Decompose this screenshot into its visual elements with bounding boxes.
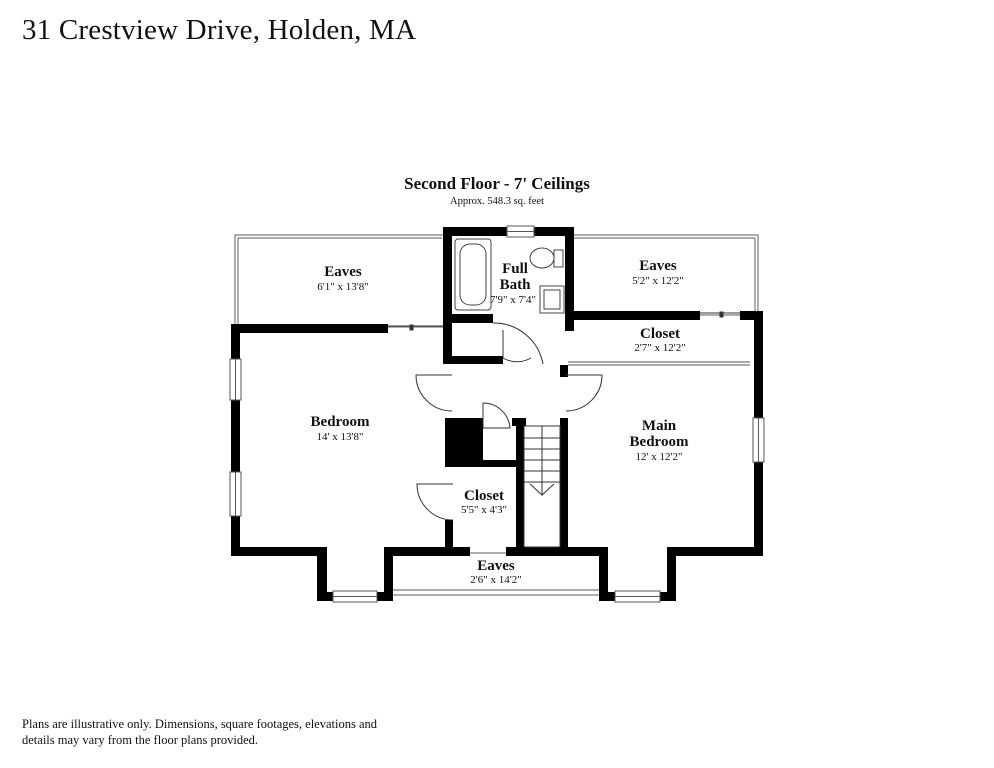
chimney (445, 418, 483, 464)
room-name-closet-right: Closet (640, 326, 680, 342)
room-name-bedroom: Bedroom (310, 414, 370, 430)
room-name-eaves-bottom: Eaves (477, 558, 515, 574)
disclaimer: Plans are illustrative only. Dimensions, square footages, elevations and details may vary from the floor plans provided. (22, 717, 378, 747)
toilet (530, 248, 554, 268)
room-name-full-bath-line1: Full (502, 261, 528, 277)
door-swing (566, 375, 602, 411)
floor-area: Approx. 548.3 sq. feet (450, 196, 544, 207)
room-dim-full-bath: 7'9" x 7'4" (490, 294, 536, 306)
wall (317, 592, 333, 601)
door-swing (416, 375, 452, 411)
room-dim-eaves-bottom: 2'6" x 14'2" (470, 574, 522, 586)
wall (599, 592, 615, 601)
room-name-eaves-left: Eaves (324, 264, 362, 280)
page-title: 31 Crestview Drive, Holden, MA (22, 14, 417, 46)
wall (516, 418, 524, 556)
wall (231, 400, 240, 472)
room-dim-main-bedroom: 12' x 12'2" (635, 451, 683, 463)
wall (231, 324, 240, 359)
wall (512, 418, 526, 426)
door-swing (483, 403, 510, 428)
toilet-tank (554, 250, 563, 267)
wall (754, 311, 763, 418)
wall (443, 227, 452, 362)
wall (740, 311, 763, 320)
wall (560, 418, 568, 556)
wall (667, 547, 763, 556)
wall (445, 460, 517, 467)
room-dim-eaves-left: 6'1" x 13'8" (317, 281, 369, 293)
wall (384, 547, 470, 556)
wall (231, 324, 388, 333)
room-dim-closet-center: 5'5" x 4'3" (461, 504, 507, 516)
wall (443, 356, 503, 364)
stairs (524, 426, 560, 547)
room-name-main-bedroom-line1: Main (641, 418, 677, 434)
room-labels (311, 258, 689, 586)
floor-title: Second Floor - 7' Ceilings (404, 174, 590, 193)
wall (565, 311, 700, 320)
door-swing (417, 484, 453, 520)
wall (443, 227, 507, 236)
bathtub-basin (460, 244, 486, 305)
room-name-eaves-right: Eaves (639, 258, 677, 274)
room-name-full-bath-line2: Bath (499, 277, 531, 293)
wall (443, 314, 493, 323)
room-name-main-bedroom-line2: Bedroom (629, 434, 689, 450)
room-name-closet-center: Closet (464, 488, 504, 504)
room-dim-bedroom: 14' x 13'8" (316, 431, 364, 443)
wall (754, 462, 763, 556)
room-dim-closet-right: 2'7" x 12'2" (634, 342, 686, 354)
wall (445, 520, 453, 556)
wall (231, 547, 327, 556)
sink-basin (544, 290, 560, 309)
room-dim-eaves-right: 5'2" x 12'2" (632, 275, 684, 287)
